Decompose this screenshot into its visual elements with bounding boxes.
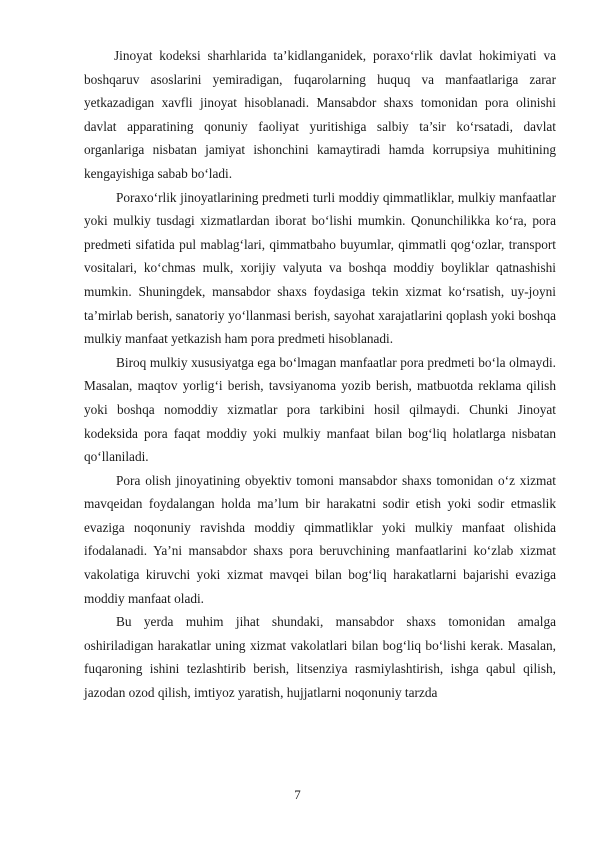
paragraph-2: Poraxo‘rlik jinoyatlarining predmeti turli moddiy qimmatliklar, mulkiy manfaatlar yoki mulkiy tusdagi xizmatlardan iborat bo‘lishi mumkin. Qonunchilikka ko‘ra, pora predmeti sifatida pul mablag‘lari, qimmatbaho buyumlar, qimmatli qog‘ozlar, transport vositalari, ko‘chmas mulk, xorijiy valyuta va boshqa moddiy boyliklar qatnashishi mumkin. Shuningdek, mansabdor shaxs foydasiga tekin xizmat ko‘rsatish, uy-joyni ta’mirlab berish, sanatoriy yo‘llanmasi berish, sayohat xarajatlarini qoplash yoki boshqa mulkiy manfaat yetkazish ham pora predmeti hisoblanadi. bbox=[84, 189, 556, 347]
page-number: 7 bbox=[294, 787, 301, 802]
paragraph-5: Bu yerda muhim jihat shundaki, mansabdor shaxs tomonidan amalga oshiriladigan harakatlar uning xizmat vakolatlari bilan bog‘liq bo‘lishi kerak. Masalan, fuqaroning ishini tezlashtirib berish, litsenziya rasmiylashtirish, ishga qabul qilish, jazodan ozod qilish, imtiyoz yaratish, hujjatlarni noqonuniy tarzda bbox=[84, 614, 556, 701]
document-body bbox=[84, 44, 556, 705]
paragraph-1: Jinoyat kodeksi sharhlarida ta’kidlanganidek, poraxo‘rlik davlat hokimiyati va boshqaruv asoslarini yemiradigan, fuqarolarning huquq va manfaatlariga zarar yetkazadigan xavfli jinoyat hisoblanadi. Mansabdor shaxs tomonidan pora olinishi davlat apparatining qonuniy faoliyat yuritishiga salbiy ta’sir ko‘rsatadi, davlat organlariga nisbatan jamiyat ishonchini kamaytiradi hamda korrupsiya muhitining kengayishiga sabab bo‘ladi. bbox=[84, 48, 556, 181]
paragraph-3: Biroq mulkiy xususiyatga ega bo‘lmagan manfaatlar pora predmeti bo‘la olmaydi. Masalan, maqtov yorlig‘i berish, tavsiyanoma yozib berish, matbuotda reklama qilish yoki boshqa nomoddiy xizmatlar pora tarkibini hosil qilmaydi. Chunki Jinoyat kodeksida pora faqat moddiy yoki mulkiy manfaat bilan bog‘liq holatlarga nisbatan qo‘llaniladi. bbox=[84, 354, 556, 465]
paragraph-4: Pora olish jinoyatining obyektiv tomoni mansabdor shaxs tomonidan o‘z xizmat mavqeidan foydalangan holda ma’lum bir harakatni sodir etish yoki sodir etmaslik evaziga noqonuniy ravishda moddiy qimmatliklar yoki mulkiy manfaat olishida ifodalanadi. Ya’ni mansabdor shaxs pora beruvchining manfaatlarini ko‘zlab xizmat vakolatiga kiruvchi yoki xizmat mavqei bilan bog‘liq harakatlarni bajarishi evaziga moddiy manfaat oladi. bbox=[84, 472, 556, 606]
